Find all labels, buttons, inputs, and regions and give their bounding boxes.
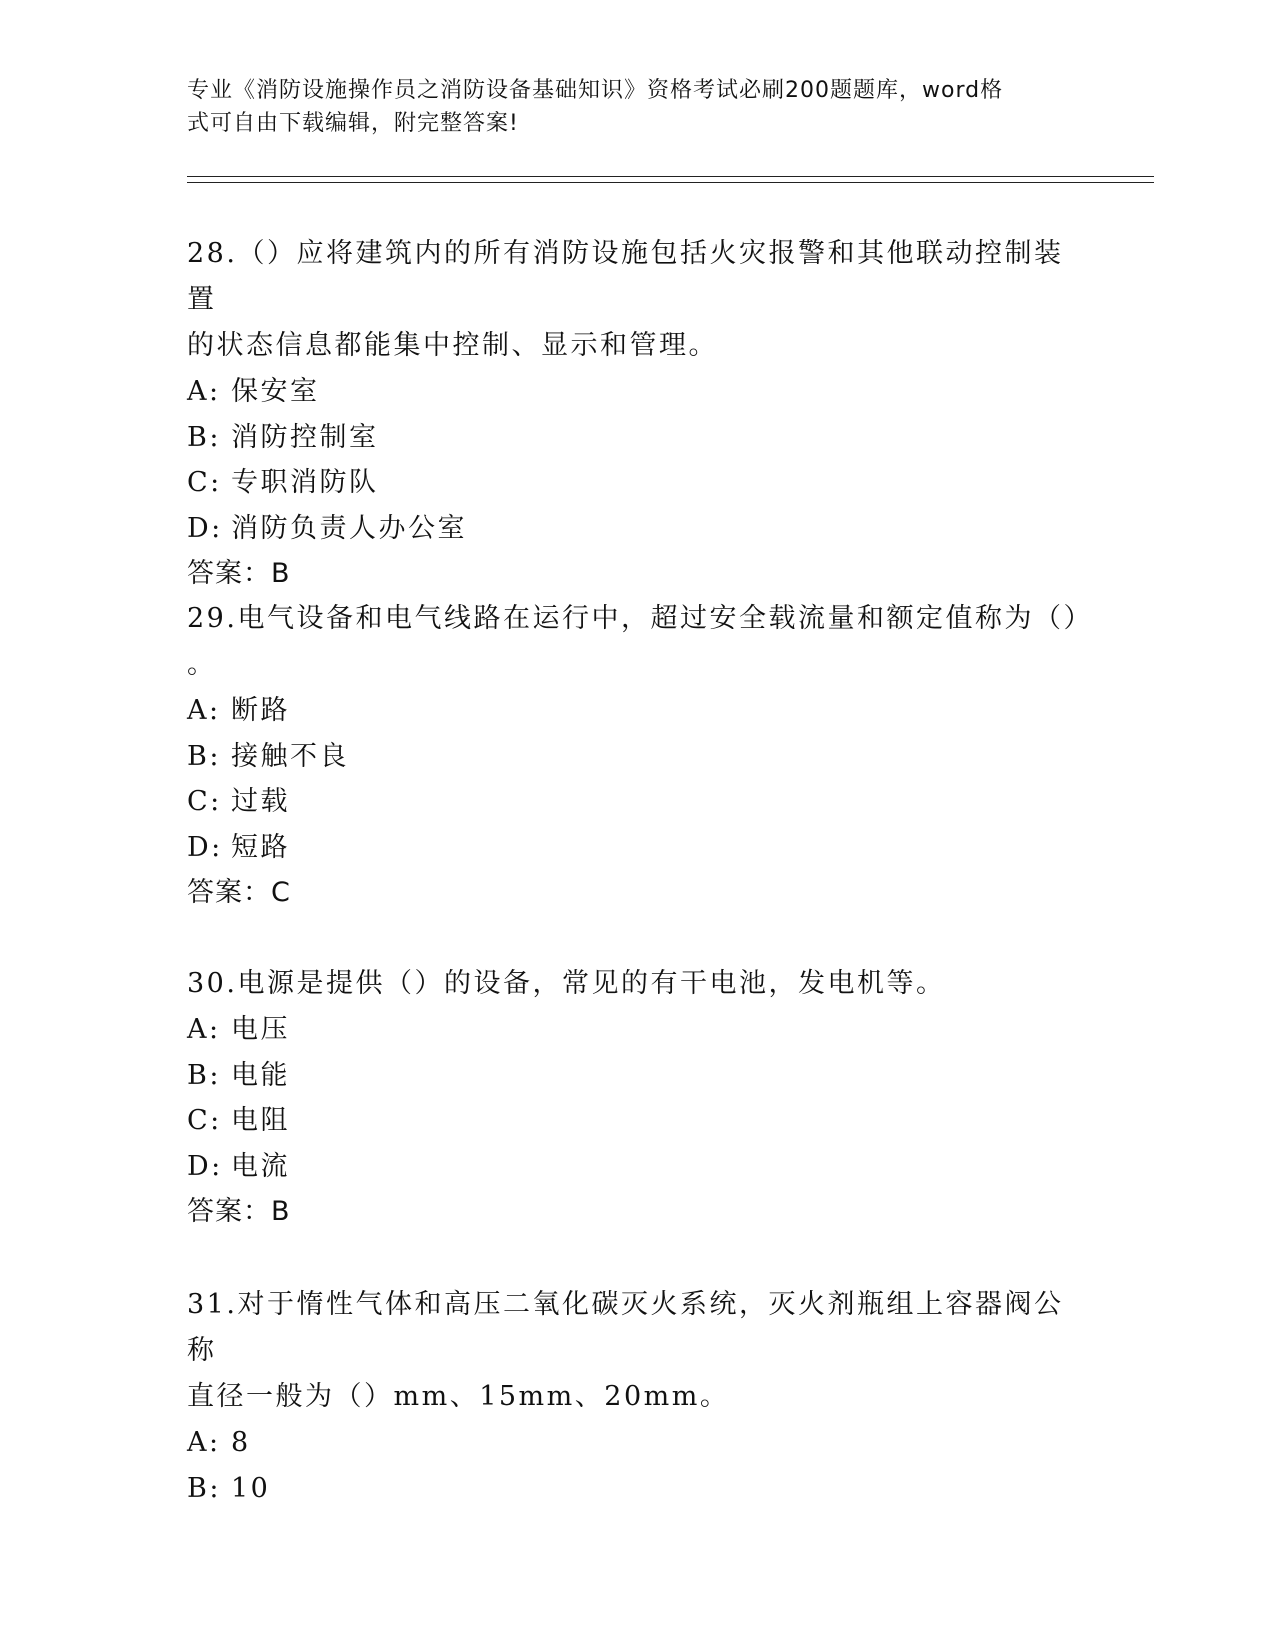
- option-letter: A:: [187, 695, 221, 726]
- option-text: 电能: [231, 1059, 290, 1091]
- option-b: [187, 1466, 1087, 1512]
- question-stem-line: 。: [187, 649, 217, 680]
- document-header: [187, 74, 1067, 140]
- option-a: [187, 1420, 1087, 1466]
- answer-line: 答案：C: [187, 877, 291, 908]
- question-stem-line: 28.（）应将建筑内的所有消防设施包括火灾报警和其他联动控制装置: [187, 238, 1064, 315]
- option-text: 专职消防队: [231, 467, 379, 498]
- question-30: [187, 961, 1087, 1235]
- option-a: [187, 369, 1087, 415]
- option-letter: C:: [187, 1105, 222, 1136]
- option-text: 消防控制室: [231, 421, 379, 453]
- option-text: 电压: [231, 1014, 290, 1045]
- option-letter: D:: [187, 831, 223, 863]
- option-d: [187, 1144, 1087, 1190]
- option-b: [187, 734, 1087, 780]
- question-stem-line: 30.电源是提供（）的设备，常见的有干电池，发电机等。: [187, 968, 946, 999]
- option-a: [187, 1007, 1087, 1053]
- option-b: [187, 415, 1087, 461]
- option-text: 短路: [231, 831, 290, 863]
- option-letter: A:: [187, 1427, 221, 1458]
- option-text: 电阻: [231, 1105, 290, 1136]
- option-text: 消防负责人办公室: [231, 512, 467, 544]
- question-stem-line: 直径一般为（）mm、15mm、20mm。: [187, 1381, 730, 1412]
- option-letter: A:: [187, 1014, 221, 1045]
- option-letter: C:: [187, 467, 222, 498]
- question-31: [187, 1282, 1087, 1511]
- header-line-2: 式可自由下载编辑，附完整答案!: [187, 111, 519, 136]
- option-c: [187, 460, 1087, 506]
- option-b: [187, 1053, 1087, 1099]
- answer-line: 答案：B: [187, 1196, 291, 1227]
- question-28: [187, 231, 1087, 597]
- option-text: 电流: [231, 1150, 290, 1182]
- option-letter: D:: [187, 512, 223, 544]
- header-divider-top: [187, 176, 1154, 177]
- option-letter: B:: [187, 1059, 221, 1091]
- option-letter: D:: [187, 1150, 223, 1182]
- answer-line: 答案：B: [187, 558, 291, 589]
- option-d: [187, 506, 1087, 552]
- option-text: 断路: [231, 695, 290, 726]
- option-text: 10: [231, 1472, 271, 1504]
- option-d: [187, 825, 1087, 871]
- header-divider-bottom: [187, 182, 1154, 183]
- option-letter: B:: [187, 740, 221, 772]
- option-text: 保安室: [231, 376, 320, 407]
- option-text: 8: [231, 1427, 251, 1458]
- option-letter: B:: [187, 421, 221, 453]
- question-29: [187, 596, 1093, 916]
- question-stem-line: 的状态信息都能集中控制、显示和管理。: [187, 330, 718, 361]
- header-line-1: 专业《消防设施操作员之消防设备基础知识》资格考试必刷200题题库，word格: [187, 78, 1004, 103]
- option-letter: B:: [187, 1472, 221, 1504]
- question-stem-line: 31.对于惰性气体和高压二氧化碳灭火系统，灭火剂瓶组上容器阀公称: [187, 1289, 1064, 1366]
- option-c: [187, 779, 1087, 825]
- option-letter: A:: [187, 376, 221, 407]
- option-c: [187, 1098, 1087, 1144]
- option-text: 过载: [231, 786, 290, 817]
- option-a: [187, 688, 1087, 734]
- option-letter: C:: [187, 786, 222, 817]
- option-text: 接触不良: [231, 740, 349, 772]
- question-stem-line: 29.电气设备和电气线路在运行中，超过安全载流量和额定值称为（）: [187, 603, 1093, 634]
